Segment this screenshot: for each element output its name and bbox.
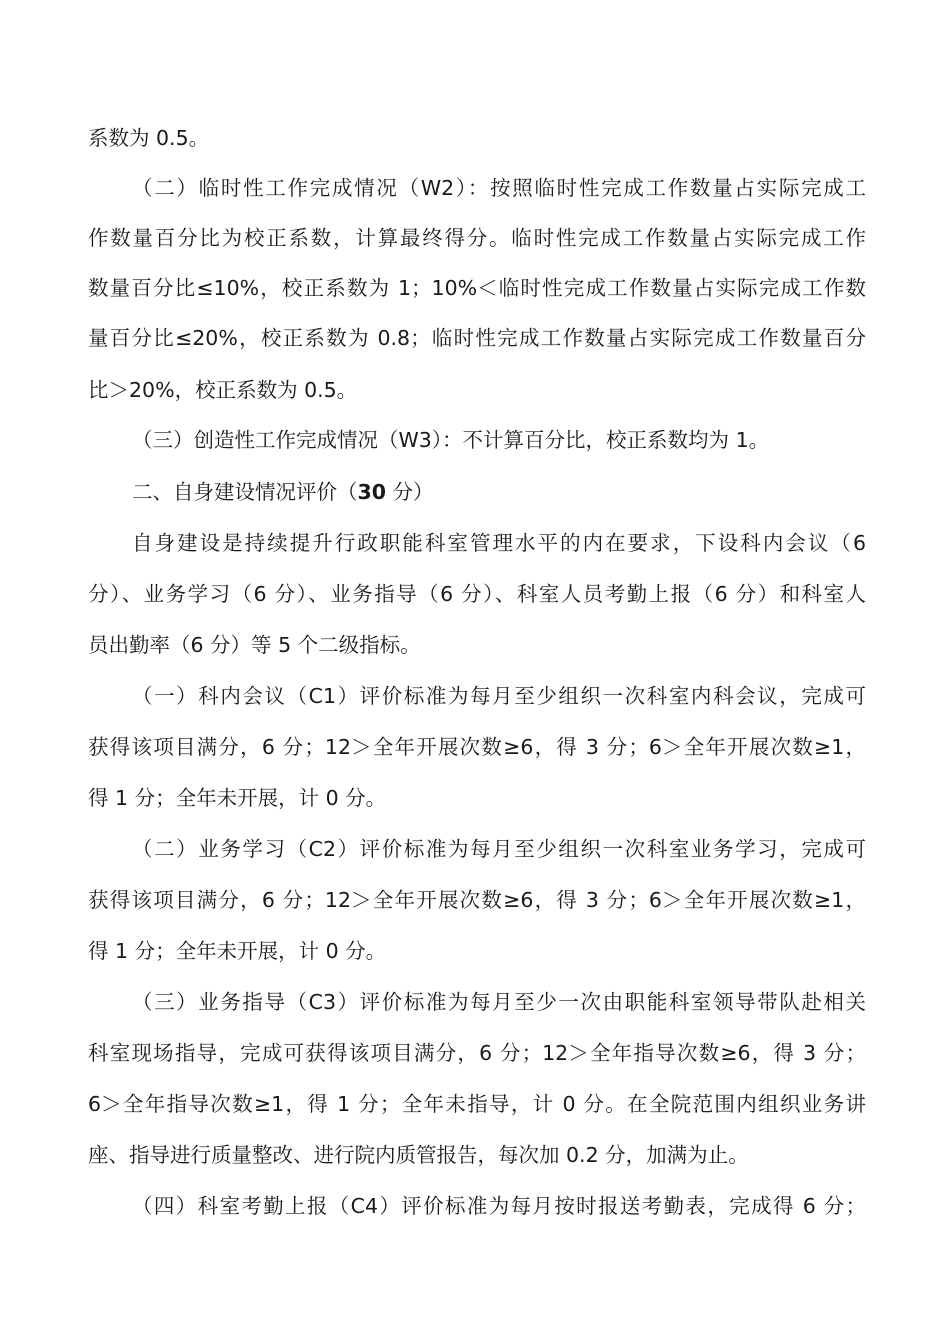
- paragraph-line: 获得该项目满分，6 分；12＞全年开展次数≥6，得 3 分；6＞全年开展次数≥1，: [88, 735, 866, 759]
- paragraph-line: 得 1 分；全年未开展，计 0 分。: [88, 939, 387, 963]
- paragraph-line: （三）业务指导（C3）评价标准为每月至少一次由职能科室领导带队赴相关: [132, 990, 866, 1014]
- paragraph-line: 获得该项目满分，6 分；12＞全年开展次数≥6，得 3 分；6＞全年开展次数≥1，: [88, 888, 866, 912]
- paragraph-line: 量百分比≤20%，校正系数为 0.8；临时性完成工作数量占实际完成工作数量百分: [88, 326, 866, 350]
- paragraph-line: 座、指导进行质量整改、进行院内质管报告，每次加 0.2 分，加满为止。: [88, 1143, 749, 1167]
- paragraph-line: （二）业务学习（C2）评价标准为每月至少组织一次科室业务学习，完成可: [132, 837, 866, 861]
- paragraph-line: 分）、业务学习（6 分）、业务指导（6 分）、科室人员考勤上报（6 分）和科室人: [88, 582, 866, 606]
- section-heading-text: 二、自身建设情况评价（: [132, 480, 358, 504]
- paragraph-line: 科室现场指导，完成可获得该项目满分，6 分；12＞全年指导次数≥6，得 3 分；: [88, 1041, 866, 1065]
- section-heading-unit: 分）: [386, 480, 434, 504]
- section-heading-score: 30: [357, 480, 387, 504]
- paragraph-line: 作数量百分比为校正系数，计算最终得分。临时性完成工作数量占实际完成工作: [88, 226, 866, 250]
- paragraph-line: 系数为 0.5。: [88, 126, 210, 150]
- paragraph-line: 6＞全年指导次数≥1，得 1 分；全年未指导，计 0 分。在全院范围内组织业务讲: [88, 1092, 866, 1116]
- paragraph-line: 得 1 分；全年未开展，计 0 分。: [88, 786, 387, 810]
- section-heading: [132, 472, 866, 512]
- paragraph-line: 比＞20%，校正系数为 0.5。: [88, 378, 358, 402]
- paragraph-line: （二）临时性工作完成情况（W2）：按照临时性完成工作数量占实际完成工: [132, 176, 866, 200]
- paragraph-line: 数量百分比≤10%，校正系数为 1；10%＜临时性完成工作数量占实际完成工作数: [88, 276, 866, 300]
- paragraph-line: （一）科内会议（C1）评价标准为每月至少组织一次科室内科会议，完成可: [132, 684, 866, 708]
- paragraph-line: （四）科室考勤上报（C4）评价标准为每月按时报送考勤表，完成得 6 分；: [132, 1194, 866, 1218]
- paragraph-line: 自身建设是持续提升行政职能科室管理水平的内在要求，下设科内会议（6: [132, 531, 866, 555]
- paragraph-line: 员出勤率（6 分）等 5 个二级指标。: [88, 633, 421, 657]
- paragraph-line: （三）创造性工作完成情况（W3）：不计算百分比，校正系数均为 1。: [132, 428, 770, 452]
